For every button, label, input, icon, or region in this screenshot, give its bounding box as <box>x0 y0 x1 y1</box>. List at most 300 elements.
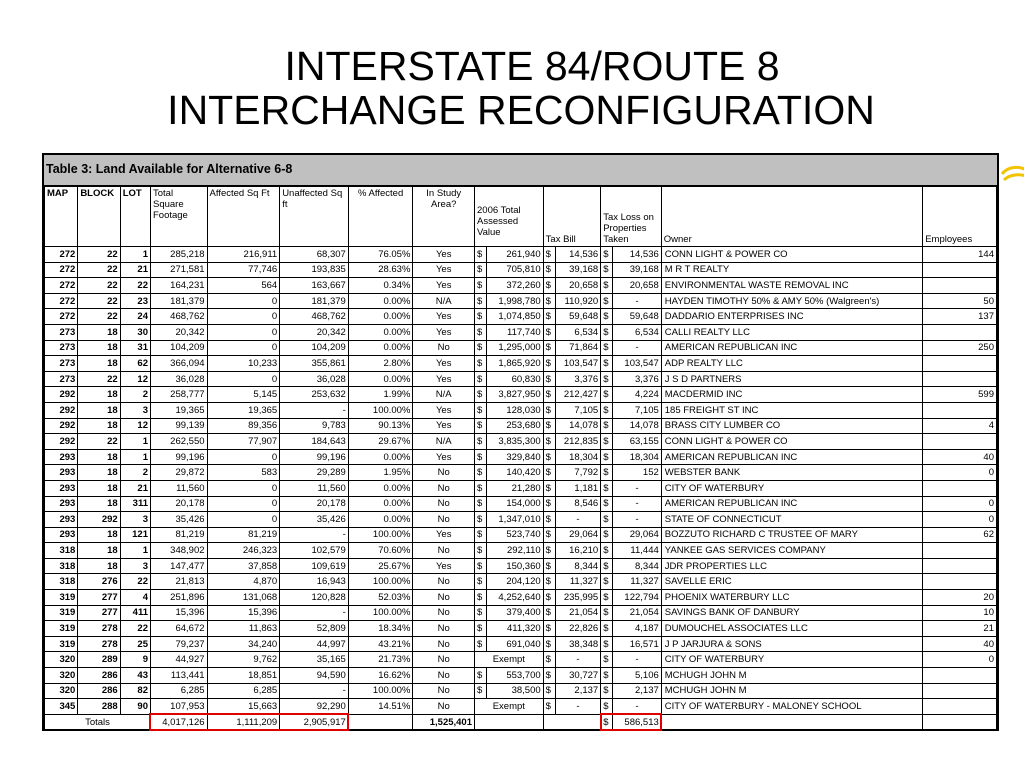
table-row <box>45 324 997 340</box>
cell-pct-affected: 0.00% <box>348 480 413 496</box>
cell-affected-sqft: 6,285 <box>207 683 280 699</box>
cell-unaffected-sqft: 163,667 <box>280 278 349 294</box>
cell-owner: CITY OF WATERBURY <box>661 480 922 496</box>
cell-unaffected-sqft: 11,560 <box>280 480 349 496</box>
cell-tax-bill-value: 212,835 <box>555 434 600 450</box>
cell-pct-affected: 1.99% <box>348 387 413 403</box>
totals-empty-assessed <box>475 714 544 730</box>
cell-assessed-dollar: $ <box>475 340 487 356</box>
col-tax-bill: Tax Bill <box>543 187 601 247</box>
cell-in-study: No <box>413 590 475 606</box>
cell-assessed-value: 4,252,640 <box>487 590 544 606</box>
totals-empty-employees <box>923 714 997 730</box>
cell-pct-affected: 0.00% <box>348 309 413 325</box>
cell-block: 22 <box>78 247 120 263</box>
cell-lot: 411 <box>120 605 150 621</box>
cell-tax-loss-value: 6,534 <box>613 324 661 340</box>
cell-affected-sqft: 583 <box>207 465 280 481</box>
cell-owner: SAVINGS BANK OF DANBURY <box>661 605 922 621</box>
cell-assessed-dollar: $ <box>475 621 487 637</box>
table-row <box>45 496 997 512</box>
cell-tax-bill-dollar: $ <box>543 558 555 574</box>
cell-employees <box>923 699 997 715</box>
cell-block: 18 <box>78 449 120 465</box>
cell-tax-bill-value: 6,534 <box>555 324 600 340</box>
cell-affected-sqft: 89,356 <box>207 418 280 434</box>
cell-in-study: No <box>413 465 475 481</box>
cell-tax-loss-dollar: $ <box>601 262 613 278</box>
totals-affected: 1,111,209 <box>207 714 280 730</box>
cell-employees <box>923 278 997 294</box>
cell-tax-bill-value: 14,536 <box>555 247 600 263</box>
cell-map: 319 <box>45 590 78 606</box>
cell-assessed-dollar: $ <box>475 418 487 434</box>
cell-employees: 10 <box>923 605 997 621</box>
cell-tax-bill-dollar: $ <box>543 668 555 684</box>
cell-owner: DUMOUCHEL ASSOCIATES LLC <box>661 621 922 637</box>
cell-assessed-value: Exempt <box>475 652 544 668</box>
cell-pct-affected: 2.80% <box>348 356 413 372</box>
table-row <box>45 356 997 372</box>
cell-total-sqft: 20,342 <box>150 324 207 340</box>
cell-tax-bill-dollar: $ <box>543 434 555 450</box>
cell-owner: SAVELLE ERIC <box>661 574 922 590</box>
cell-in-study: No <box>413 496 475 512</box>
cell-tax-loss-dollar: $ <box>601 683 613 699</box>
table-row <box>45 621 997 637</box>
col-unaffected: Unaffected Sq ft <box>280 187 349 247</box>
cell-tax-bill-dollar: $ <box>543 293 555 309</box>
cell-tax-loss-dollar: $ <box>601 387 613 403</box>
cell-block: 18 <box>78 558 120 574</box>
cell-owner: CALLI REALTY LLC <box>661 324 922 340</box>
cell-block: 22 <box>78 309 120 325</box>
cell-owner: CITY OF WATERBURY - MALONEY SCHOOL <box>661 699 922 715</box>
cell-tax-loss-dollar: $ <box>601 605 613 621</box>
cell-in-study: Yes <box>413 527 475 543</box>
table-row <box>45 668 997 684</box>
cell-assessed-dollar: $ <box>475 293 487 309</box>
cell-lot: 24 <box>120 309 150 325</box>
cell-assessed-value: 1,865,920 <box>487 356 544 372</box>
cell-in-study: N/A <box>413 293 475 309</box>
cell-lot: 3 <box>120 558 150 574</box>
cell-block: 22 <box>78 262 120 278</box>
cell-total-sqft: 271,581 <box>150 262 207 278</box>
cell-unaffected-sqft: 92,290 <box>280 699 349 715</box>
table-row <box>45 309 997 325</box>
decorative-swoosh-icon <box>1000 160 1024 188</box>
cell-tax-loss-value: 103,547 <box>613 356 661 372</box>
cell-tax-bill-value: 7,105 <box>555 402 600 418</box>
cell-owner: J S D PARTNERS <box>661 371 922 387</box>
cell-employees <box>923 668 997 684</box>
cell-assessed-dollar: $ <box>475 590 487 606</box>
cell-map: 293 <box>45 480 78 496</box>
cell-assessed-dollar: $ <box>475 605 487 621</box>
cell-total-sqft: 81,219 <box>150 527 207 543</box>
cell-map: 319 <box>45 636 78 652</box>
table-row <box>45 262 997 278</box>
cell-block: 18 <box>78 527 120 543</box>
cell-lot: 62 <box>120 356 150 372</box>
slide-title <box>0 44 1024 132</box>
cell-unaffected-sqft: 35,165 <box>280 652 349 668</box>
cell-tax-bill-value: 16,210 <box>555 543 600 559</box>
cell-assessed-dollar: $ <box>475 668 487 684</box>
cell-tax-loss-dollar: $ <box>601 543 613 559</box>
totals-label: Totals <box>45 714 151 730</box>
cell-unaffected-sqft: - <box>280 527 349 543</box>
table-caption: Table 3: Land Available for Alternative 6-8 <box>44 155 997 186</box>
cell-pct-affected: 18.34% <box>348 621 413 637</box>
cell-affected-sqft: 0 <box>207 309 280 325</box>
cell-lot: 3 <box>120 512 150 528</box>
cell-affected-sqft: 216,911 <box>207 247 280 263</box>
cell-in-study: Yes <box>413 309 475 325</box>
title-line-2: INTERCHANGE RECONFIGURATION <box>167 87 875 133</box>
cell-block: 22 <box>78 371 120 387</box>
cell-owner: CONN LIGHT & POWER CO <box>661 247 922 263</box>
cell-tax-bill-dollar: $ <box>543 574 555 590</box>
cell-lot: 1 <box>120 247 150 263</box>
cell-tax-loss-dollar: $ <box>601 418 613 434</box>
cell-in-study: Yes <box>413 247 475 263</box>
cell-unaffected-sqft: - <box>280 683 349 699</box>
cell-owner: YANKEE GAS SERVICES COMPANY <box>661 543 922 559</box>
cell-total-sqft: 366,094 <box>150 356 207 372</box>
cell-block: 277 <box>78 605 120 621</box>
cell-tax-loss-value: 59,648 <box>613 309 661 325</box>
cell-tax-loss-dollar: $ <box>601 465 613 481</box>
cell-tax-loss-dollar: $ <box>601 324 613 340</box>
cell-tax-loss-value: 20,658 <box>613 278 661 294</box>
totals-employees-sum: 1,525,401 <box>413 714 475 730</box>
cell-employees <box>923 480 997 496</box>
cell-owner: ENVIRONMENTAL WASTE REMOVAL INC <box>661 278 922 294</box>
cell-assessed-dollar: $ <box>475 683 487 699</box>
cell-tax-loss-dollar: $ <box>601 574 613 590</box>
table-row <box>45 418 997 434</box>
table-row <box>45 605 997 621</box>
cell-map: 273 <box>45 340 78 356</box>
cell-owner: CITY OF WATERBURY <box>661 652 922 668</box>
col-affected: Affected Sq Ft <box>207 187 280 247</box>
cell-tax-loss-value: - <box>613 512 661 528</box>
cell-total-sqft: 285,218 <box>150 247 207 263</box>
cell-pct-affected: 1.95% <box>348 465 413 481</box>
cell-lot: 9 <box>120 652 150 668</box>
cell-assessed-value: 3,835,300 <box>487 434 544 450</box>
cell-assessed-value: 705,810 <box>487 262 544 278</box>
cell-tax-bill-value: 110,920 <box>555 293 600 309</box>
col-assessed-value: 2006 Total Assessed Value <box>475 187 544 247</box>
cell-tax-loss-value: 11,444 <box>613 543 661 559</box>
cell-employees: 599 <box>923 387 997 403</box>
cell-employees: 4 <box>923 418 997 434</box>
cell-employees: 40 <box>923 636 997 652</box>
cell-tax-bill-dollar: $ <box>543 496 555 512</box>
cell-tax-bill-value: - <box>555 699 600 715</box>
table-row <box>45 558 997 574</box>
cell-total-sqft: 36,028 <box>150 371 207 387</box>
cell-in-study: No <box>413 621 475 637</box>
land-table-panel <box>42 153 999 731</box>
cell-tax-loss-value: 3,376 <box>613 371 661 387</box>
table-row <box>45 636 997 652</box>
cell-tax-loss-value: 63,155 <box>613 434 661 450</box>
cell-tax-bill-dollar: $ <box>543 418 555 434</box>
cell-assessed-dollar: $ <box>475 496 487 512</box>
cell-pct-affected: 29.67% <box>348 434 413 450</box>
cell-assessed-dollar: $ <box>475 480 487 496</box>
cell-affected-sqft: 9,762 <box>207 652 280 668</box>
cell-unaffected-sqft: 109,619 <box>280 558 349 574</box>
cell-affected-sqft: 10,233 <box>207 356 280 372</box>
col-owner: Owner <box>661 187 922 247</box>
cell-tax-loss-value: 14,078 <box>613 418 661 434</box>
cell-pct-affected: 0.00% <box>348 496 413 512</box>
cell-in-study: No <box>413 699 475 715</box>
cell-tax-loss-value: 11,327 <box>613 574 661 590</box>
cell-tax-loss-dollar: $ <box>601 668 613 684</box>
cell-lot: 22 <box>120 278 150 294</box>
cell-assessed-dollar: $ <box>475 402 487 418</box>
cell-tax-loss-dollar: $ <box>601 293 613 309</box>
cell-tax-loss-dollar: $ <box>601 402 613 418</box>
cell-employees: 21 <box>923 621 997 637</box>
cell-tax-loss-value: 29,064 <box>613 527 661 543</box>
cell-unaffected-sqft: 468,762 <box>280 309 349 325</box>
cell-map: 292 <box>45 387 78 403</box>
cell-lot: 21 <box>120 480 150 496</box>
cell-block: 18 <box>78 480 120 496</box>
cell-map: 320 <box>45 683 78 699</box>
cell-total-sqft: 104,209 <box>150 340 207 356</box>
cell-in-study: No <box>413 480 475 496</box>
cell-tax-loss-value: 7,105 <box>613 402 661 418</box>
cell-tax-bill-value: 18,304 <box>555 449 600 465</box>
cell-employees: 0 <box>923 496 997 512</box>
cell-tax-bill-dollar: $ <box>543 636 555 652</box>
col-pct-affected: % Affected <box>348 187 413 247</box>
cell-lot: 12 <box>120 418 150 434</box>
cell-total-sqft: 113,441 <box>150 668 207 684</box>
cell-affected-sqft: 15,396 <box>207 605 280 621</box>
cell-tax-bill-dollar: $ <box>543 527 555 543</box>
cell-employees <box>923 434 997 450</box>
cell-total-sqft: 35,426 <box>150 512 207 528</box>
cell-pct-affected: 0.00% <box>348 449 413 465</box>
table-row <box>45 449 997 465</box>
table-row <box>45 293 997 309</box>
cell-block: 278 <box>78 621 120 637</box>
cell-pct-affected: 43.21% <box>348 636 413 652</box>
cell-unaffected-sqft: 29,289 <box>280 465 349 481</box>
cell-tax-loss-dollar: $ <box>601 340 613 356</box>
cell-unaffected-sqft: 355,861 <box>280 356 349 372</box>
table-header-row <box>45 187 997 247</box>
cell-employees: 250 <box>923 340 997 356</box>
cell-unaffected-sqft: 99,196 <box>280 449 349 465</box>
totals-empty-pct <box>348 714 413 730</box>
table-row <box>45 402 997 418</box>
cell-block: 18 <box>78 324 120 340</box>
cell-employees: 0 <box>923 512 997 528</box>
cell-total-sqft: 258,777 <box>150 387 207 403</box>
cell-tax-bill-dollar: $ <box>543 371 555 387</box>
cell-pct-affected: 52.03% <box>348 590 413 606</box>
cell-tax-loss-value: 16,571 <box>613 636 661 652</box>
cell-total-sqft: 15,396 <box>150 605 207 621</box>
cell-pct-affected: 25.67% <box>348 558 413 574</box>
cell-total-sqft: 99,139 <box>150 418 207 434</box>
table-row <box>45 512 997 528</box>
cell-affected-sqft: 246,323 <box>207 543 280 559</box>
cell-assessed-dollar: $ <box>475 527 487 543</box>
cell-block: 18 <box>78 418 120 434</box>
table-row <box>45 590 997 606</box>
cell-owner: MCHUGH JOHN M <box>661 683 922 699</box>
cell-assessed-value: 1,998,780 <box>487 293 544 309</box>
cell-tax-bill-value: 71,864 <box>555 340 600 356</box>
cell-pct-affected: 14.51% <box>348 699 413 715</box>
cell-tax-loss-value: 18,304 <box>613 449 661 465</box>
cell-tax-loss-value: - <box>613 480 661 496</box>
cell-in-study: No <box>413 574 475 590</box>
table-row <box>45 387 997 403</box>
col-map: MAP <box>45 187 78 247</box>
cell-block: 18 <box>78 496 120 512</box>
cell-assessed-value: 1,295,000 <box>487 340 544 356</box>
cell-unaffected-sqft: 16,943 <box>280 574 349 590</box>
cell-total-sqft: 348,902 <box>150 543 207 559</box>
cell-assessed-dollar: $ <box>475 371 487 387</box>
cell-employees <box>923 371 997 387</box>
cell-employees <box>923 356 997 372</box>
cell-owner: DADDARIO ENTERPRISES INC <box>661 309 922 325</box>
cell-tax-loss-dollar: $ <box>601 496 613 512</box>
land-table <box>44 186 997 730</box>
cell-tax-loss-dollar: $ <box>601 558 613 574</box>
cell-employees: 20 <box>923 590 997 606</box>
cell-map: 292 <box>45 418 78 434</box>
cell-block: 18 <box>78 340 120 356</box>
cell-assessed-dollar: $ <box>475 356 487 372</box>
cell-map: 292 <box>45 434 78 450</box>
cell-tax-bill-dollar: $ <box>543 324 555 340</box>
cell-block: 278 <box>78 636 120 652</box>
cell-unaffected-sqft: 120,828 <box>280 590 349 606</box>
cell-tax-loss-dollar: $ <box>601 636 613 652</box>
cell-map: 320 <box>45 668 78 684</box>
cell-unaffected-sqft: 193,835 <box>280 262 349 278</box>
totals-empty-taxbill <box>543 714 601 730</box>
cell-assessed-value: 1,347,010 <box>487 512 544 528</box>
cell-tax-loss-value: 5,106 <box>613 668 661 684</box>
cell-lot: 22 <box>120 574 150 590</box>
table-row <box>45 465 997 481</box>
cell-lot: 12 <box>120 371 150 387</box>
totals-tax-loss-highlight <box>600 713 663 731</box>
cell-lot: 30 <box>120 324 150 340</box>
cell-tax-bill-dollar: $ <box>543 340 555 356</box>
cell-tax-bill-value: 22,826 <box>555 621 600 637</box>
cell-in-study: Yes <box>413 558 475 574</box>
cell-assessed-value: 691,040 <box>487 636 544 652</box>
cell-tax-bill-dollar: $ <box>543 480 555 496</box>
cell-owner: MCHUGH JOHN M <box>661 668 922 684</box>
cell-block: 288 <box>78 699 120 715</box>
cell-employees: 62 <box>923 527 997 543</box>
cell-pct-affected: 0.34% <box>348 278 413 294</box>
totals-total-sqft: 4,017,126 <box>150 714 207 730</box>
cell-owner: AMERICAN REPUBLICAN INC <box>661 496 922 512</box>
cell-unaffected-sqft: 104,209 <box>280 340 349 356</box>
cell-in-study: No <box>413 543 475 559</box>
cell-assessed-dollar: $ <box>475 434 487 450</box>
cell-employees <box>923 402 997 418</box>
cell-in-study: No <box>413 683 475 699</box>
cell-assessed-value: 523,740 <box>487 527 544 543</box>
cell-total-sqft: 164,231 <box>150 278 207 294</box>
cell-pct-affected: 100.00% <box>348 574 413 590</box>
cell-assessed-dollar: $ <box>475 512 487 528</box>
cell-map: 293 <box>45 449 78 465</box>
cell-pct-affected: 70.60% <box>348 543 413 559</box>
cell-employees: 0 <box>923 652 997 668</box>
cell-assessed-value: 292,110 <box>487 543 544 559</box>
table-row <box>45 247 997 263</box>
cell-owner: 185 FREIGHT ST INC <box>661 402 922 418</box>
cell-employees <box>923 543 997 559</box>
cell-unaffected-sqft: 36,028 <box>280 371 349 387</box>
cell-tax-bill-value: 20,658 <box>555 278 600 294</box>
cell-owner: BOZZUTO RICHARD C TRUSTEE OF MARY <box>661 527 922 543</box>
cell-owner: AMERICAN REPUBLICAN INC <box>661 340 922 356</box>
cell-map: 318 <box>45 574 78 590</box>
cell-owner: MACDERMID INC <box>661 387 922 403</box>
cell-tax-bill-value: 3,376 <box>555 371 600 387</box>
cell-total-sqft: 6,285 <box>150 683 207 699</box>
cell-tax-loss-value: 122,794 <box>613 590 661 606</box>
cell-tax-loss-value: 39,168 <box>613 262 661 278</box>
cell-in-study: No <box>413 512 475 528</box>
cell-tax-bill-value: - <box>555 652 600 668</box>
cell-assessed-value: 261,940 <box>487 247 544 263</box>
cell-employees <box>923 683 997 699</box>
cell-map: 293 <box>45 512 78 528</box>
cell-assessed-dollar: $ <box>475 324 487 340</box>
cell-owner: M R T REALTY <box>661 262 922 278</box>
cell-tax-bill-dollar: $ <box>543 449 555 465</box>
cell-unaffected-sqft: 35,426 <box>280 512 349 528</box>
cell-tax-loss-dollar: $ <box>601 278 613 294</box>
title-line-1: INTERSTATE 84/ROUTE 8 <box>284 43 780 89</box>
cell-tax-loss-dollar: $ <box>601 309 613 325</box>
cell-tax-bill-dollar: $ <box>543 605 555 621</box>
table-row <box>45 527 997 543</box>
cell-total-sqft: 64,672 <box>150 621 207 637</box>
cell-tax-bill-dollar: $ <box>543 402 555 418</box>
cell-tax-bill-dollar: $ <box>543 356 555 372</box>
cell-in-study: No <box>413 340 475 356</box>
cell-affected-sqft: 0 <box>207 324 280 340</box>
cell-tax-bill-value: 103,547 <box>555 356 600 372</box>
cell-tax-bill-dollar: $ <box>543 512 555 528</box>
cell-total-sqft: 11,560 <box>150 480 207 496</box>
cell-pct-affected: 100.00% <box>348 605 413 621</box>
